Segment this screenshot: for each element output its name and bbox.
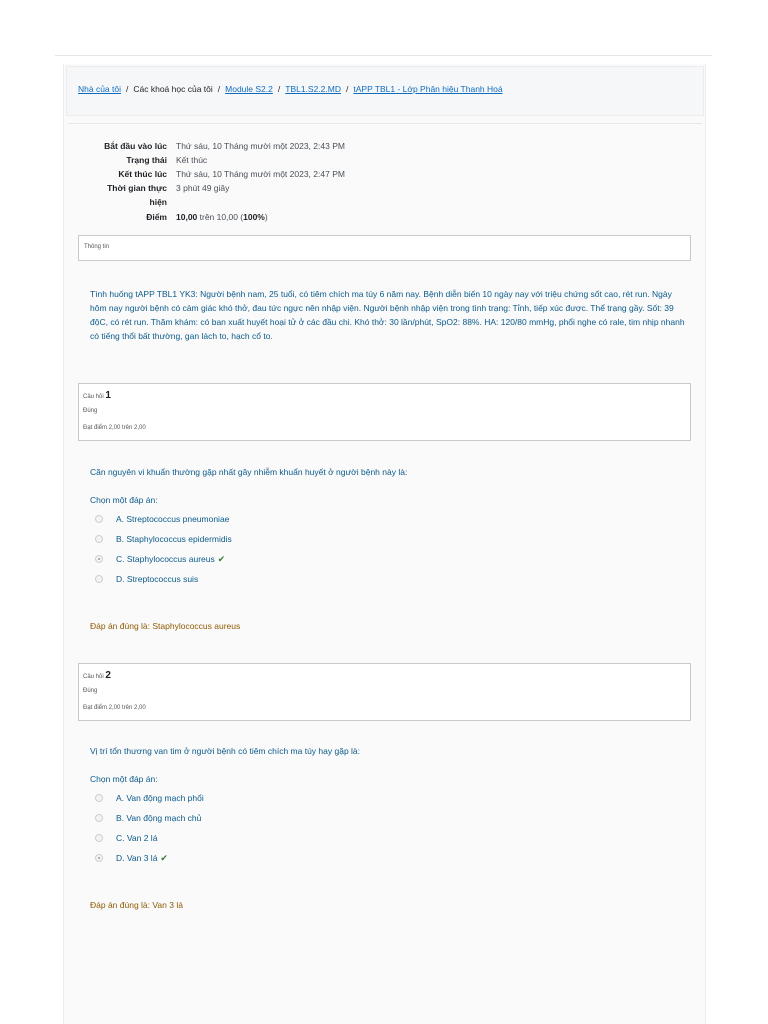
- case-description: Tình huống tAPP TBL1 YK3: Người bệnh nam, 25 tuổi, có tiêm chích ma túy 6 năm nay. Bệnh diễn biến 10 ngày nay với triệu chứng sốt cao, rét run. Ngày hôm nay người bệnh có cảm giác khó thở, đau tức ngực nên nhập viện. Người bệnh nhập viện trong tình trạng: Tỉnh, tiếp xúc được. Thể trạng gầy. Sốt: 39 độC, có rét run. Thăm khám: có ban xuất huyết hoại tử ở các đầu chi. Khó thở: 30 lần/phút, SpO2: 88%. HA: 120/80 mmHg, phổi nghe có rale, tim nhịp nhanh có tiếng thổi bất thường, gan lách to, hạch cổ to.: [90, 289, 685, 341]
- question-label: Câu hỏi: [83, 394, 104, 400]
- question-1-prompt: Chọn một đáp án:: [90, 495, 158, 505]
- question-mark: Đạt điểm 2,00 trên 2,00: [83, 425, 146, 431]
- question-2-right-answer: Đáp án đúng là: Van 3 lá: [90, 900, 183, 910]
- grade-value: [176, 212, 268, 223]
- top-divider: [55, 55, 712, 56]
- option-text: D. Van 3 lá: [116, 853, 158, 863]
- state-label: Trạng thái: [126, 155, 167, 165]
- grade-mid: trên 10,00 (: [197, 212, 244, 222]
- radio-icon[interactable]: [95, 515, 103, 523]
- breadcrumb-home-link[interactable]: Nhà của tôi: [78, 84, 121, 94]
- radio-icon[interactable]: [95, 535, 103, 543]
- breadcrumb-course-link[interactable]: TBL1.S2.2.MD: [285, 84, 341, 94]
- radio-icon[interactable]: [95, 575, 103, 583]
- option-label: B. Staphylococcus epidermidis: [116, 534, 232, 544]
- option-label: C. Van 2 lá: [116, 833, 158, 843]
- question-2-text: Vị trí tổn thương van tim ở người bệnh có tiêm chích ma túy hay gặp là:: [90, 746, 361, 756]
- breadcrumb-separator: /: [346, 84, 349, 94]
- time-value: 3 phút 49 giây: [176, 183, 230, 193]
- grade-score: 10,00: [176, 212, 198, 222]
- started-value: Thứ sáu, 10 Tháng mười một 2023, 2:43 PM: [176, 141, 345, 151]
- grade-label: Điểm: [146, 212, 167, 222]
- completed-value: Thứ sáu, 10 Tháng mười một 2023, 2:47 PM: [176, 169, 345, 179]
- attempt-summary: [68, 123, 702, 232]
- radio-icon[interactable]: [95, 794, 103, 802]
- question-number: [83, 390, 111, 401]
- started-label: Bắt đầu vào lúc: [104, 141, 167, 151]
- info-box: [78, 235, 691, 261]
- check-icon: ✔: [217, 554, 226, 564]
- check-icon: ✔: [160, 853, 168, 863]
- radio-icon[interactable]: [95, 854, 103, 862]
- info-label: Thông tin: [84, 244, 110, 250]
- option-label: A. Streptococcus pneumoniae: [116, 514, 230, 524]
- question-number: [83, 670, 111, 681]
- question-2-info: [78, 663, 691, 721]
- radio-icon[interactable]: [95, 814, 103, 822]
- option-text: C. Staphylococcus aureus: [116, 554, 215, 564]
- breadcrumb-separator: /: [126, 84, 129, 94]
- question-1-info: [78, 383, 691, 441]
- question-2-prompt: Chọn một đáp án:: [90, 774, 158, 784]
- radio-icon[interactable]: [95, 834, 103, 842]
- question-1-right-answer: Đáp án đúng là: Staphylococcus aureus: [90, 621, 241, 631]
- grade-percent: 100%: [243, 212, 265, 222]
- completed-label: Kết thúc lúc: [118, 169, 167, 179]
- question-label: Câu hỏi: [83, 674, 104, 680]
- breadcrumb: [78, 84, 503, 94]
- breadcrumb-separator: /: [217, 84, 221, 94]
- radio-icon[interactable]: [95, 555, 103, 563]
- option-label: B. Van động mạch chủ: [116, 813, 202, 823]
- breadcrumb-courses: Các khoá học của tôi: [133, 84, 213, 94]
- breadcrumb-module-link[interactable]: Module S2.2: [225, 84, 273, 94]
- question-state: Đúng: [83, 408, 98, 414]
- time-label-cont: hiện: [149, 197, 167, 207]
- breadcrumb-quiz-link[interactable]: tAPP TBL1 - Lớp Phân hiệu Thanh Hoá: [353, 84, 503, 94]
- grade-end: ): [264, 212, 268, 222]
- question-state: Đúng: [83, 688, 98, 694]
- breadcrumb-separator: /: [277, 84, 281, 94]
- option-label: [116, 853, 168, 864]
- question-number-value: 2: [105, 670, 111, 681]
- question-mark: Đạt điểm 2,00 trên 2,00: [83, 705, 146, 711]
- option-label: D. Streptococcus suis: [116, 574, 199, 584]
- option-label: A. Van động mạch phổi: [116, 793, 204, 803]
- state-value: Kết thúc: [176, 155, 208, 165]
- time-label: Thời gian thực: [107, 183, 167, 193]
- question-1-text: Căn nguyên vi khuẩn thường gặp nhất gây nhiễm khuẩn huyết ở người bệnh này là:: [90, 467, 408, 477]
- option-label: [116, 554, 225, 565]
- question-number-value: 1: [105, 390, 111, 401]
